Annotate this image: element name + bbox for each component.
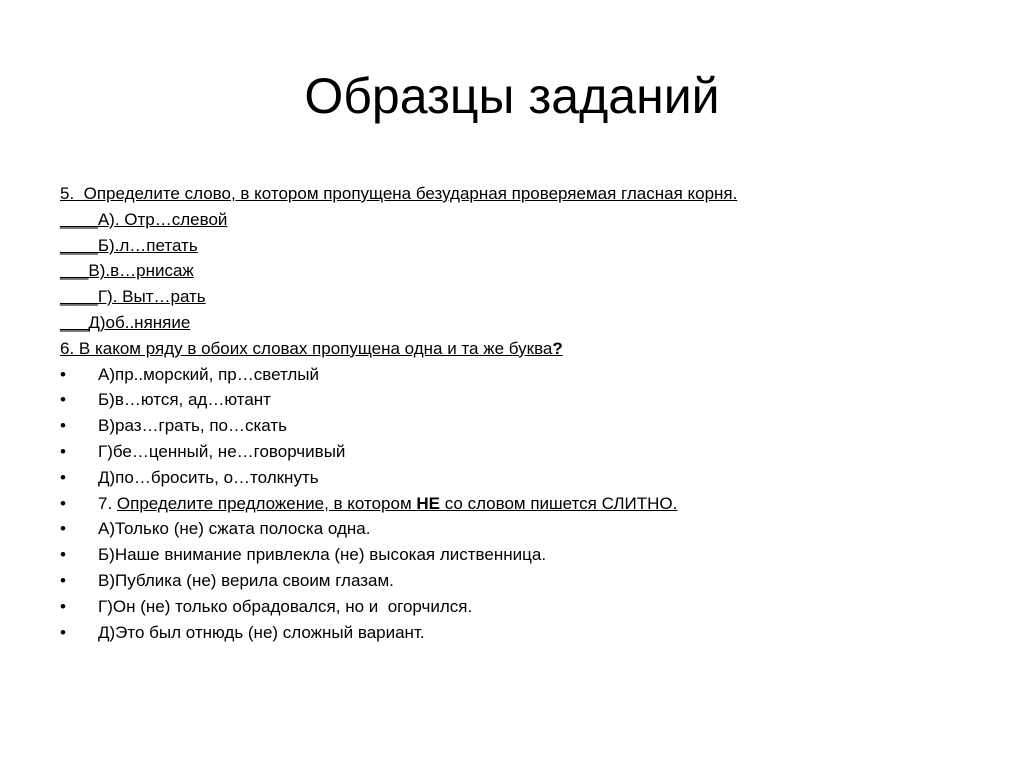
bullet-icon: • xyxy=(60,364,66,384)
task7-option-v xyxy=(60,568,960,594)
slide-content xyxy=(60,181,960,645)
task5-option-text: Д)об..няняие xyxy=(88,312,191,332)
task6-option-b xyxy=(60,387,960,413)
bullet-icon: • xyxy=(60,596,66,616)
task5-option-indent: ____ xyxy=(60,235,98,255)
task6-option-text: В)раз…грать, по…скать xyxy=(98,416,288,436)
bullet-icon: • xyxy=(60,570,66,590)
task6-question-mark: ? xyxy=(552,338,563,358)
task7-option-text: Б)Наше внимание привлекла (не) высокая лиственница. xyxy=(98,545,547,565)
bullet-icon: • xyxy=(60,416,66,436)
task6-option-d xyxy=(60,465,960,491)
task5-option-v xyxy=(60,258,960,284)
task5-option-a xyxy=(60,207,960,233)
task5-question: 5. Определите слово, в котором пропущена безударная проверяемая гласная корня. xyxy=(60,184,738,203)
task7-option-b xyxy=(60,542,960,568)
task5-option-indent: ___ xyxy=(60,312,89,332)
task5-option-indent: ____ xyxy=(60,209,98,229)
bullet-icon: • xyxy=(60,467,66,487)
task7-option-a xyxy=(60,516,960,542)
task7-option-text: Г)Он (не) только обрадовался, но и огорчился. xyxy=(98,596,473,616)
task7-option-g xyxy=(60,594,960,620)
task7-option-text: Д)Это был отнюдь (не) сложный вариант. xyxy=(98,622,425,642)
task7-option-d xyxy=(60,620,960,646)
task5-option-indent: ___ xyxy=(60,261,89,281)
task7-question-bold: НЕ xyxy=(416,493,440,513)
task6-option-text: Г)бе…ценный, не…говорчивый xyxy=(98,441,346,461)
task6-option-v xyxy=(60,413,960,439)
bullet-icon: • xyxy=(60,622,66,642)
task5-option-text: Г). Выт…рать xyxy=(97,287,206,307)
task7-option-text: В)Публика (не) верила своим глазам. xyxy=(98,570,394,590)
task6-option-g xyxy=(60,439,960,465)
task5-option-indent: ____ xyxy=(60,287,98,307)
task7-question-start: Определите предложение, в котором xyxy=(116,493,417,513)
task5-option-text: А). Отр…слевой xyxy=(97,209,228,229)
task6-question xyxy=(60,336,960,362)
bullet-icon: • xyxy=(60,545,66,565)
bullet-icon: • xyxy=(60,519,66,539)
task5-option-text: Б).л…петать xyxy=(97,235,198,255)
task7-question xyxy=(60,491,960,517)
task6-question-text: 6. В каком ряду в обоих словах пропущена одна и та же буква xyxy=(60,338,553,358)
task5-option-g xyxy=(60,284,960,310)
slide-title: Образцы заданий xyxy=(304,68,720,124)
task7-question-text xyxy=(117,494,677,513)
task5-option-text: В).в…рнисаж xyxy=(88,261,194,281)
bullet-icon: • xyxy=(60,493,66,513)
task7-option-text: А)Только (не) сжата полоска одна. xyxy=(98,519,371,539)
bullet-icon: • xyxy=(60,441,66,461)
task5-option-b xyxy=(60,233,960,259)
task6-option-text: Д)по…бросить, о…толкнуть xyxy=(98,467,319,487)
bullet-icon: • xyxy=(60,390,66,410)
task7-question-end: со словом пишется СЛИТНО. xyxy=(439,493,678,513)
task6-option-a xyxy=(60,362,960,388)
task6-option-text: Б)в…ются, ад…ютант xyxy=(98,390,271,410)
task5-option-d xyxy=(60,310,960,336)
task7-number: 7. xyxy=(98,493,117,513)
task6-option-text: А)пр..морский, пр…светлый xyxy=(98,364,320,384)
